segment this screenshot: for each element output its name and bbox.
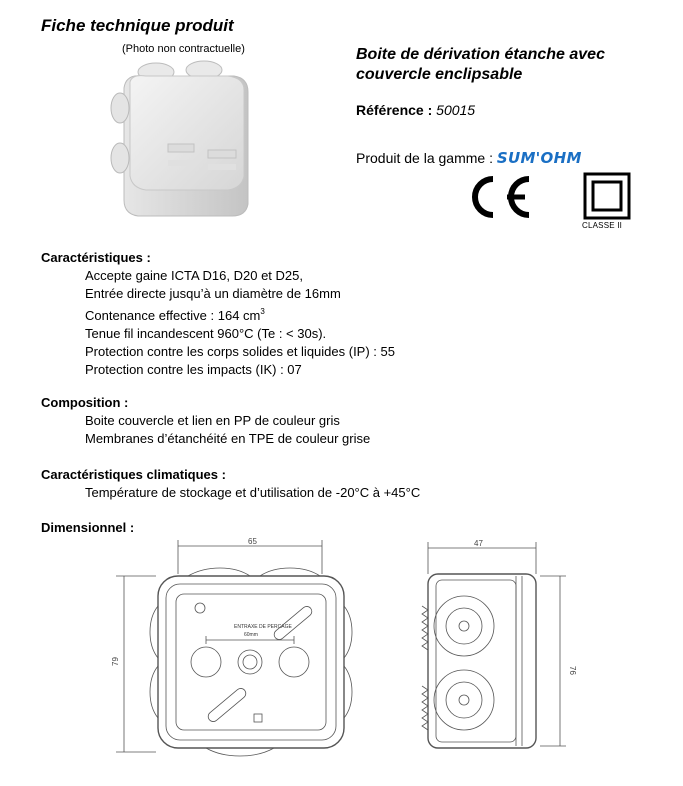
list-item: Contenance effective : 164 $cm^3$ (85, 307, 265, 323)
section-title-dimensionnel: Dimensionnel : (41, 520, 135, 535)
ce-mark-icon (463, 173, 533, 221)
reference-label: Référence : (356, 102, 433, 118)
climatiques-list (85, 484, 420, 502)
section-title-composition: Composition : (41, 395, 129, 410)
height-label: 79 (111, 657, 120, 666)
depth-label: 47 (474, 539, 483, 548)
reference-line (356, 102, 475, 118)
brand-logo: SUM'OHM (496, 149, 582, 167)
side-view-drawing (410, 536, 580, 766)
list-item: Entrée directe jusqu’à un diamètre de 16mm (85, 286, 341, 301)
list-item: Boite couvercle et lien en PP de couleur gris (85, 413, 340, 428)
section-title-caracteristiques: Caractéristiques : (41, 250, 151, 265)
list-item: Membranes d’étanchéité en TPE de couleur grise (85, 431, 371, 446)
side-height-label: 76 (568, 666, 577, 675)
width-label: 65 (248, 537, 257, 546)
list-item: Accepte gaine ICTA D16, D20 et D25, (85, 268, 303, 283)
list-item: Protection contre les impacts (IK) : 07 (85, 362, 302, 377)
range-label: Produit de la gamme : (356, 150, 493, 166)
inner-text: ENTRAXE DE PERCAGE (234, 624, 292, 630)
list-item: Température de stockage et d’utilisation de -20°C à +45°C (85, 485, 421, 500)
class-ii-icon (583, 172, 631, 220)
list-item: Protection contre les corps solides et liquides (IP) : 55 (85, 344, 395, 359)
section-title-climatiques: Caractéristiques climatiques : (41, 467, 226, 482)
range-line (356, 149, 582, 167)
product-name: Boite de dérivation étanche avec couvercle enclipsable (356, 46, 605, 83)
composition-list (85, 412, 370, 448)
product-photo (108, 58, 253, 220)
photo-caption: (Photo non contractuelle) (122, 43, 245, 55)
list-item: Tenue fil incandescent 960°C (Te : < 30s). (85, 326, 327, 341)
document-title: Fiche technique produit (41, 16, 234, 35)
reference-value: 50015 (436, 102, 476, 118)
front-view-drawing (110, 536, 360, 766)
caracteristiques-list (85, 267, 395, 379)
superscript: 3 (260, 307, 265, 316)
inner-dim: 60mm (244, 632, 258, 638)
class-ii-label: CLASSE II (582, 221, 623, 230)
